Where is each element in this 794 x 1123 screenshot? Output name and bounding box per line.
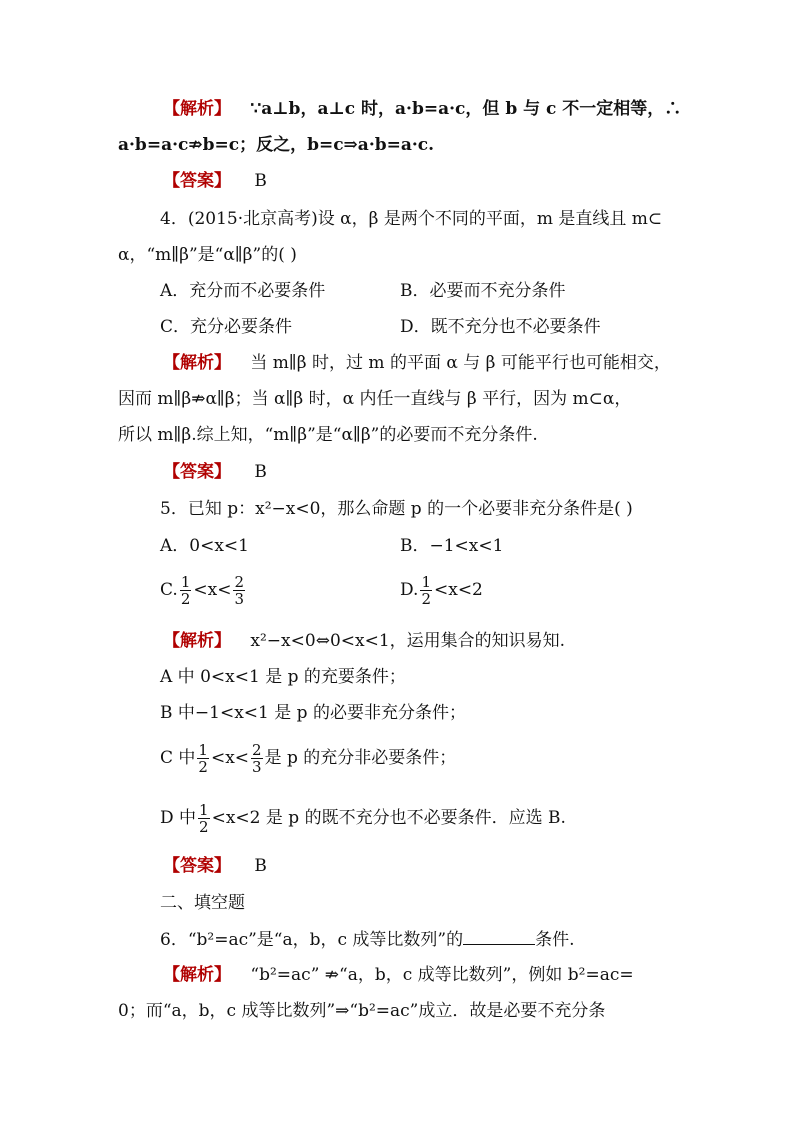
q5-option-c xyxy=(160,570,247,610)
q5-stem: 5．已知 p：x²−x<0，那么命题 p 的一个必要非充分条件是( ) xyxy=(160,499,633,519)
analysis-tag: 【解析】 xyxy=(163,631,231,651)
q3-analysis-text1: ∵a⊥b，a⊥c 时，a·b=a·c，但 b 与 c 不一定相等，∴ xyxy=(250,99,682,119)
q4-answer: B xyxy=(254,462,267,482)
analysis-tag: 【解析】 xyxy=(163,353,231,373)
frac-numerator: 1 xyxy=(199,801,209,819)
answer-tag: 【答案】 xyxy=(163,462,231,482)
q6-analysis-text1: “b²=ac” ⇏“a，b，c 成等比数列”，例如 b²=ac= xyxy=(250,965,634,985)
q5-analysis-c xyxy=(160,738,456,778)
q4-option-d: D．既不充分也不必要条件 xyxy=(400,317,601,337)
q4-option-a: A．充分而不必要条件 xyxy=(160,281,326,301)
fraction-two-thirds xyxy=(233,574,245,607)
q5-option-d-rest: <x<2 xyxy=(433,580,483,600)
q3-analysis-line1 xyxy=(163,98,681,120)
fraction-one-half xyxy=(197,742,209,775)
q4-analysis-line2: 因而 m∥β⇏α∥β；当 α∥β 时，α 内任一直线与 β 平行，因为 m⊂α， xyxy=(118,389,632,409)
q5-answer-line xyxy=(163,855,267,877)
q3-answer-line xyxy=(163,170,267,192)
frac-denominator: 2 xyxy=(198,758,208,776)
q4-stem-line2: α，“m∥β”是“α∥β”的( ) xyxy=(118,245,297,265)
q5-option-c-mid: <x< xyxy=(193,580,232,600)
q6-analysis-line1 xyxy=(163,964,634,986)
q5-option-d xyxy=(400,570,483,610)
q5-analysis-line1 xyxy=(163,630,565,652)
frac-denominator: 3 xyxy=(252,758,262,776)
q5-analysis-c-mid: <x< xyxy=(210,748,250,768)
frac-numerator: 1 xyxy=(421,573,431,591)
frac-numerator: 1 xyxy=(198,741,208,759)
q4-analysis-text1: 当 m∥β 时，过 m 的平面 α 与 β 可能平行也可能相交， xyxy=(250,353,671,373)
q4-analysis-line1 xyxy=(163,352,671,374)
analysis-tag: 【解析】 xyxy=(163,99,231,119)
frac-numerator: 2 xyxy=(252,741,262,759)
q5-analysis-a: A 中 0<x<1 是 p 的充要条件； xyxy=(160,667,406,687)
analysis-tag: 【解析】 xyxy=(163,965,231,985)
q6-stem-after: 条件. xyxy=(535,930,575,950)
q5-analysis-d-prefix: D 中 xyxy=(160,808,197,828)
q6-analysis-line2: 0；而“a，b，c 成等比数列”⇒“b²=ac”成立．故是必要不充分条 xyxy=(118,1001,606,1021)
frac-denominator: 2 xyxy=(421,590,431,608)
answer-tag: 【答案】 xyxy=(163,856,231,876)
q5-analysis-d xyxy=(160,798,566,838)
fill-in-blank xyxy=(463,928,535,945)
q4-option-c: C．充分必要条件 xyxy=(160,317,293,337)
q6-stem xyxy=(160,928,575,951)
frac-denominator: 2 xyxy=(180,590,191,608)
q6-stem-before: 6．“b²=ac”是“a，b，c 成等比数列”的 xyxy=(160,930,464,950)
q4-option-b: B．必要而不充分条件 xyxy=(400,281,566,301)
q5-analysis-c-suffix: 是 p 的充分非必要条件； xyxy=(264,748,457,768)
q5-analysis-d-suffix: <x<2 是 p 的既不充分也不必要条件．应选 B. xyxy=(211,808,566,828)
q5-option-c-label: C. xyxy=(160,580,178,600)
section-title: 二、填空题 xyxy=(160,893,245,913)
q5-option-d-label: D. xyxy=(400,580,419,600)
frac-numerator: 1 xyxy=(180,573,191,591)
frac-denominator: 2 xyxy=(199,818,209,836)
fraction-one-half xyxy=(180,574,192,607)
q3-answer: B xyxy=(254,171,267,191)
q5-analysis-text1: x²−x<0⇔0<x<1，运用集合的知识易知. xyxy=(250,631,566,651)
q5-analysis-c-prefix: C 中 xyxy=(160,748,196,768)
q5-option-b: B．−1<x<1 xyxy=(400,536,504,556)
fraction-one-half xyxy=(198,802,210,835)
q3-analysis-line2: a·b=a·c⇏b=c；反之，b=c⇒a·b=a·c. xyxy=(118,135,435,155)
frac-denominator: 3 xyxy=(234,590,244,608)
q5-answer: B xyxy=(254,856,267,876)
q4-analysis-line3: 所以 m∥β.综上知，“m∥β”是“α∥β”的必要而不充分条件. xyxy=(118,425,538,445)
q5-analysis-b: B 中−1<x<1 是 p 的必要非充分条件； xyxy=(160,703,466,723)
fraction-one-half xyxy=(420,574,432,607)
answer-tag: 【答案】 xyxy=(163,171,231,191)
q4-answer-line xyxy=(163,461,267,483)
q5-option-a: A．0<x<1 xyxy=(160,536,249,556)
fraction-two-thirds xyxy=(251,742,263,775)
frac-numerator: 2 xyxy=(234,573,244,591)
q4-stem-line1: 4．(2015·北京高考)设 α，β 是两个不同的平面，m 是直线且 m⊂ xyxy=(160,209,663,229)
